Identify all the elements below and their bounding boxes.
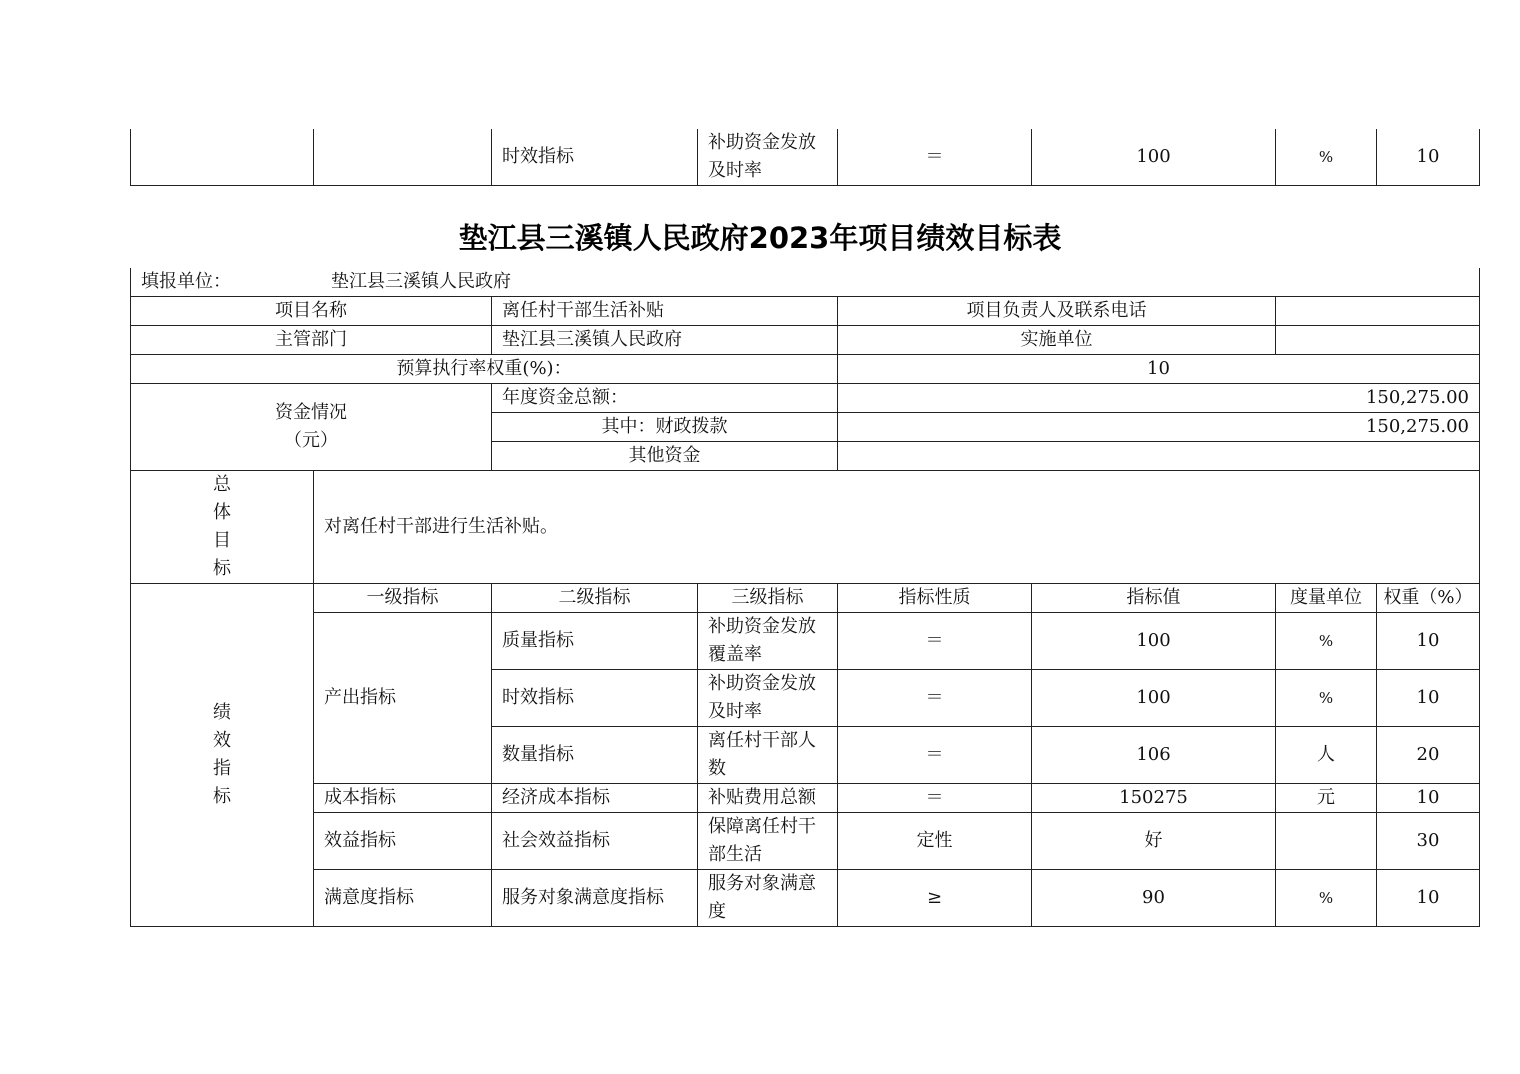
page-title: 垫江县三溪镇人民政府2023年项目绩效目标表 xyxy=(458,221,1062,255)
level2-cell: 经济成本指标 xyxy=(492,784,698,813)
performance-table xyxy=(130,268,1480,927)
level3-cell: 补助资金发放及时率 xyxy=(698,129,838,186)
other-funds-value xyxy=(838,442,1480,471)
goal-char: 体 xyxy=(213,502,231,523)
header-row xyxy=(131,584,1480,613)
weight-cell: 20 xyxy=(1377,727,1480,784)
budget-rate-value: 10 xyxy=(838,355,1480,384)
level3-cell: 补贴费用总额 xyxy=(698,784,838,813)
continued-table xyxy=(130,129,1480,186)
value-cell: 100 xyxy=(1032,129,1276,186)
contact-value xyxy=(1276,297,1480,326)
project-name-label: 项目名称 xyxy=(131,297,492,326)
funds-label-line2: （元） xyxy=(284,430,338,451)
weight-cell: 10 xyxy=(1377,129,1480,186)
level3-cell: 补助资金发放及时率 xyxy=(698,670,838,727)
dept-value: 垫江县三溪镇人民政府 xyxy=(492,326,838,355)
overall-goal-row xyxy=(131,471,1480,584)
project-name-row xyxy=(131,297,1480,326)
nature-cell: ≥ xyxy=(838,870,1032,927)
annual-total-row xyxy=(131,384,1480,413)
header-value: 指标值 xyxy=(1032,584,1276,613)
perf-char: 效 xyxy=(213,730,231,751)
perf-label xyxy=(131,584,314,927)
nature-cell: 定性 xyxy=(838,813,1032,870)
project-name-value: 离任村干部生活补贴 xyxy=(492,297,838,326)
empty-cell xyxy=(314,129,492,186)
goal-char: 目 xyxy=(213,530,231,551)
unit-cell: % xyxy=(1276,129,1377,186)
annual-total-label: 年度资金总额： xyxy=(492,384,838,413)
table-row xyxy=(131,813,1480,870)
weight-cell: 10 xyxy=(1377,670,1480,727)
annual-total-value: 150,275.00 xyxy=(838,384,1480,413)
weight-cell: 10 xyxy=(1377,870,1480,927)
level3-cell: 保障离任村干部生活 xyxy=(698,813,838,870)
overall-goal-label xyxy=(131,471,314,584)
level1-cell: 效益指标 xyxy=(314,813,492,870)
level2-cell: 质量指标 xyxy=(492,613,698,670)
fiscal-value: 150,275.00 xyxy=(838,413,1480,442)
funds-label-line1: 资金情况 xyxy=(275,402,347,423)
empty-cell xyxy=(131,129,314,186)
dept-row xyxy=(131,326,1480,355)
unit-cell: % xyxy=(1276,670,1377,727)
unit-cell: 人 xyxy=(1276,727,1377,784)
table-row xyxy=(131,784,1480,813)
table-row xyxy=(131,870,1480,927)
unit-cell: 元 xyxy=(1276,784,1377,813)
level3-cell: 补助资金发放覆盖率 xyxy=(698,613,838,670)
level2-cell: 时效指标 xyxy=(492,670,698,727)
budget-rate-label: 预算执行率权重(%)： xyxy=(131,355,838,384)
level2-cell: 数量指标 xyxy=(492,727,698,784)
value-cell: 100 xyxy=(1032,613,1276,670)
level1-cell: 满意度指标 xyxy=(314,870,492,927)
perf-char: 指 xyxy=(213,758,231,779)
value-cell: 100 xyxy=(1032,670,1276,727)
unit-cell xyxy=(1276,813,1377,870)
table-row xyxy=(131,613,1480,670)
goal-char: 总 xyxy=(213,474,231,495)
fill-unit-value: 垫江县三溪镇人民政府 xyxy=(331,271,511,292)
goal-char: 标 xyxy=(213,558,231,579)
contact-label: 项目负责人及联系电话 xyxy=(838,297,1276,326)
header-level1: 一级指标 xyxy=(314,584,492,613)
unit-cell: % xyxy=(1276,870,1377,927)
nature-cell: ＝ xyxy=(838,670,1032,727)
value-cell: 150275 xyxy=(1032,784,1276,813)
perf-char: 标 xyxy=(213,786,231,807)
weight-cell: 30 xyxy=(1377,813,1480,870)
header-level3: 三级指标 xyxy=(698,584,838,613)
nature-cell: ＝ xyxy=(838,129,1032,186)
header-nature: 指标性质 xyxy=(838,584,1032,613)
fill-unit-label: 填报单位： xyxy=(141,271,231,292)
value-cell: 好 xyxy=(1032,813,1276,870)
nature-cell: ＝ xyxy=(838,613,1032,670)
dept-label: 主管部门 xyxy=(131,326,492,355)
impl-unit-label: 实施单位 xyxy=(838,326,1276,355)
header-unit: 度量单位 xyxy=(1276,584,1377,613)
fiscal-label: 其中：财政拨款 xyxy=(492,413,838,442)
nature-cell: ＝ xyxy=(838,784,1032,813)
value-cell: 106 xyxy=(1032,727,1276,784)
header-level2: 二级指标 xyxy=(492,584,698,613)
budget-rate-row xyxy=(131,355,1480,384)
perf-char: 绩 xyxy=(213,702,231,723)
value-cell: 90 xyxy=(1032,870,1276,927)
header-weight: 权重（%） xyxy=(1377,584,1480,613)
level2-cell: 服务对象满意度指标 xyxy=(492,870,698,927)
level3-cell: 服务对象满意度 xyxy=(698,870,838,927)
unit-cell: % xyxy=(1276,613,1377,670)
funds-label xyxy=(131,384,492,471)
nature-cell: ＝ xyxy=(838,727,1032,784)
level2-cell: 时效指标 xyxy=(492,129,698,186)
level3-cell: 离任村干部人数 xyxy=(698,727,838,784)
fill-unit-row xyxy=(131,268,1480,297)
level2-cell: 社会效益指标 xyxy=(492,813,698,870)
weight-cell: 10 xyxy=(1377,613,1480,670)
weight-cell: 10 xyxy=(1377,784,1480,813)
output-indicator-label: 产出指标 xyxy=(314,613,492,784)
overall-goal-text: 对离任村干部进行生活补贴。 xyxy=(314,471,1480,584)
table-row xyxy=(131,129,1480,186)
impl-unit-value xyxy=(1276,326,1480,355)
fill-unit-cell xyxy=(131,268,1480,297)
level1-cell: 成本指标 xyxy=(314,784,492,813)
other-funds-label: 其他资金 xyxy=(492,442,838,471)
